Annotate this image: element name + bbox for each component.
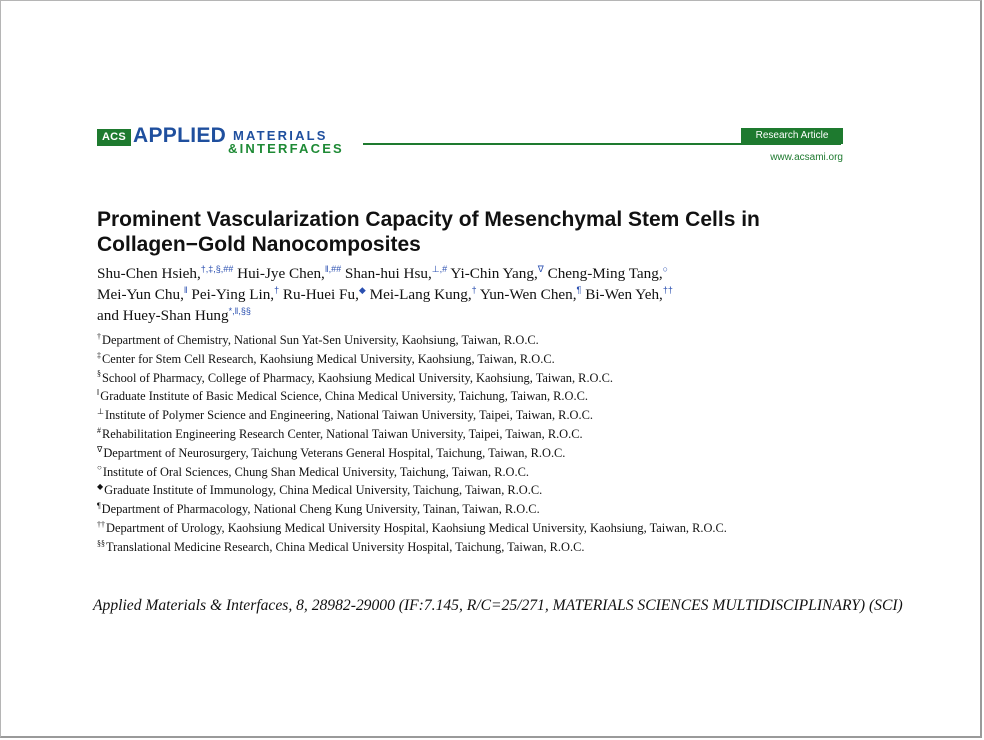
author: Yun-Wen Chen,¶ — [479, 284, 582, 303]
affiliation-list — [97, 331, 857, 557]
author: Ru-Huei Fu,◆ — [282, 284, 366, 303]
journal-logo — [97, 126, 367, 158]
author: Mei-Yun Chu,‖ — [97, 284, 188, 303]
journal-url: www.acsami.org — [770, 152, 843, 163]
author: Mei-Lang Kung,† — [369, 284, 477, 303]
paper-title: Prominent Vascularization Capacity of Mesenchymal Stem Cells in Collagen−Gold Nanocomposites — [97, 208, 760, 256]
affiliation: ⊥Institute of Polymer Science and Engineering, National Taiwan University, Taipei, Taiwan, R.O.C. — [97, 407, 593, 423]
affiliation: §School of Pharmacy, College of Pharmacy, Kaohsiung Medical University, Kaohsiung, Taiwan, R.O.C. — [97, 369, 613, 385]
journal-name-applied: APPLIED — [133, 124, 227, 147]
author: Shan-hui Hsu,⊥,# — [344, 263, 448, 282]
affiliation: §§Translational Medicine Research, China Medical University Hospital, Taichung, Taiwan, R.O.C. — [97, 538, 585, 554]
author: Yi-Chin Yang,∇ — [450, 263, 544, 282]
author: Shu-Chen Hsieh,†,‡,§,## — [97, 263, 234, 282]
journal-name-interfaces: &INTERFACES — [228, 141, 344, 156]
affiliation: ∇Department of Neurosurgery, Taichung Veterans General Hospital, Taichung, Taiwan, R.O.C. — [97, 444, 566, 460]
affiliation: ¶Department of Pharmacology, National Cheng Kung University, Tainan, Taiwan, R.O.C. — [97, 501, 540, 517]
author: Bi-Wen Yeh,†† — [585, 284, 673, 303]
affiliation: †Department of Chemistry, National Sun Yat-Sen University, Kaohsiung, Taiwan, R.O.C. — [97, 331, 539, 347]
affiliation: ◆Graduate Institute of Immunology, China Medical University, Taichung, Taiwan, R.O.C. — [97, 482, 543, 498]
author: and Huey-Shan Hung*,‖,§§ — [97, 305, 251, 324]
author: Cheng-Ming Tang,○ — [547, 263, 669, 282]
author-list — [97, 263, 857, 326]
affiliation: #Rehabilitation Engineering Research Center, National Taiwan University, Taipei, Taiwan, R.O.C. — [97, 425, 583, 441]
affiliation: ‖Graduate Institute of Basic Medical Science, China Medical University, Taichung, Taiwan, R.O.C. — [97, 388, 588, 404]
journal-name-materials: MATERIALS — [233, 128, 328, 143]
affiliation: ††Department of Urology, Kaohsiung Medical University Hospital, Kaohsiung Medical University, Kaohsiung, Taiwan, R.O.C. — [97, 519, 727, 535]
article-type-badge: Research Article — [741, 128, 843, 144]
affiliation: ○Institute of Oral Sciences, Chung Shan Medical University, Taichung, Taiwan, R.O.C. — [97, 463, 529, 479]
affiliation: ‡Center for Stem Cell Research, Kaohsiung Medical University, Kaohsiung, Taiwan, R.O.C. — [97, 350, 555, 366]
author: Pei-Ying Lin,† — [191, 284, 280, 303]
citation-text: Applied Materials & Interfaces, 8, 28982-29000 (IF:7.145, R/C=25/271, MATERIALS SCIENCES MULTIDISCIPLINARY) (SCI) — [93, 597, 903, 614]
author: Hui-Jye Chen,‖,## — [237, 263, 342, 282]
acs-logo: ACS — [97, 129, 131, 146]
